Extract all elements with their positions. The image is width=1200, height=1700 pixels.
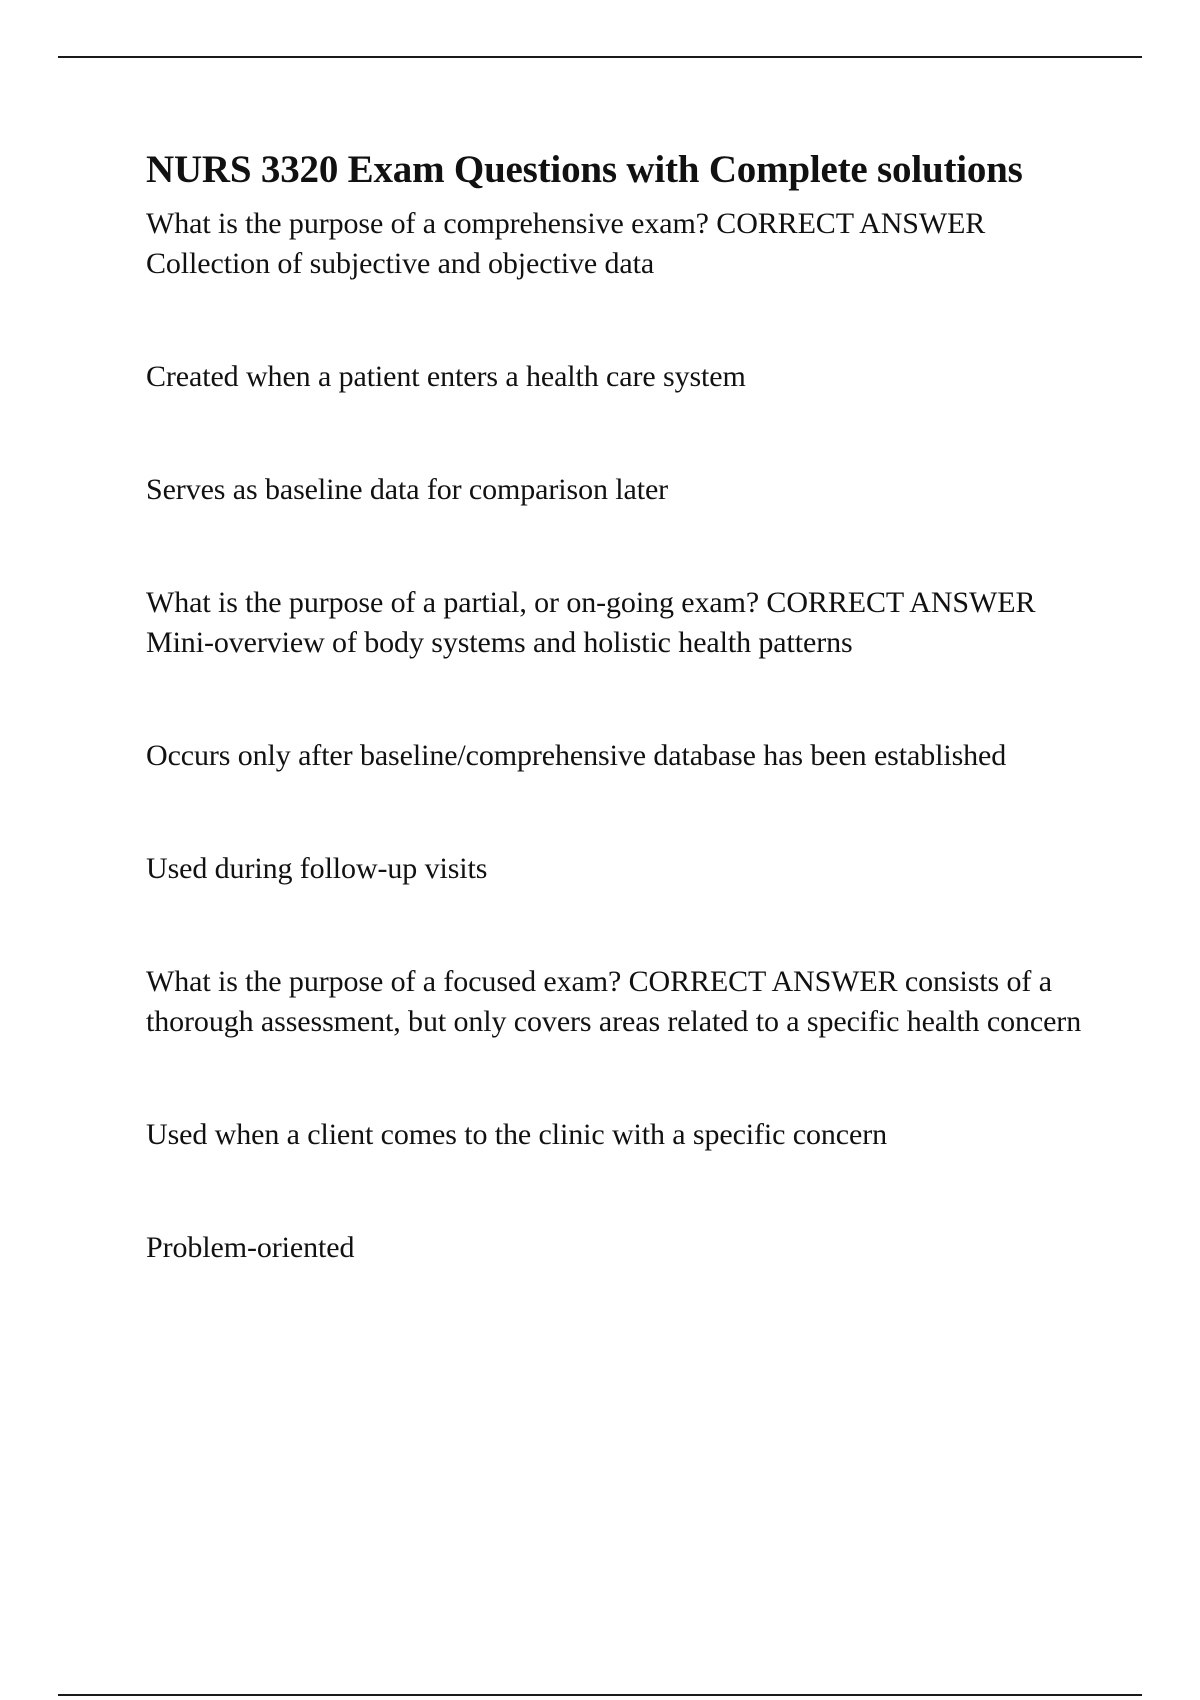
paragraph-baseline: Serves as baseline data for comparison later — [146, 473, 669, 506]
paragraph-comprehensive-exam: What is the purpose of a comprehensive exam? CORRECT ANSWER Collection of subjective and objective data — [146, 207, 986, 280]
paragraph-partial-exam: What is the purpose of a partial, or on-going exam? CORRECT ANSWER Mini-overview of body systems and holistic health patterns — [146, 586, 1036, 659]
paragraph-created: Created when a patient enters a health care system — [146, 360, 746, 393]
bottom-divider — [58, 1694, 1142, 1696]
paragraph-occurs-after: Occurs only after baseline/comprehensive database has been established — [146, 739, 1007, 772]
document-title: NURS 3320 Exam Questions with Complete solutions — [146, 148, 1023, 191]
top-divider — [58, 56, 1142, 58]
paragraph-focused-exam: What is the purpose of a focused exam? CORRECT ANSWER consists of a thorough assessment, but only covers areas related to a specific health concern — [146, 965, 1082, 1038]
paragraph-problem-oriented: Problem-oriented — [146, 1231, 355, 1264]
paragraph-specific-concern: Used when a client comes to the clinic with a specific concern — [146, 1118, 888, 1151]
document-body — [146, 146, 1096, 1341]
paragraph-follow-up: Used during follow-up visits — [146, 852, 488, 885]
